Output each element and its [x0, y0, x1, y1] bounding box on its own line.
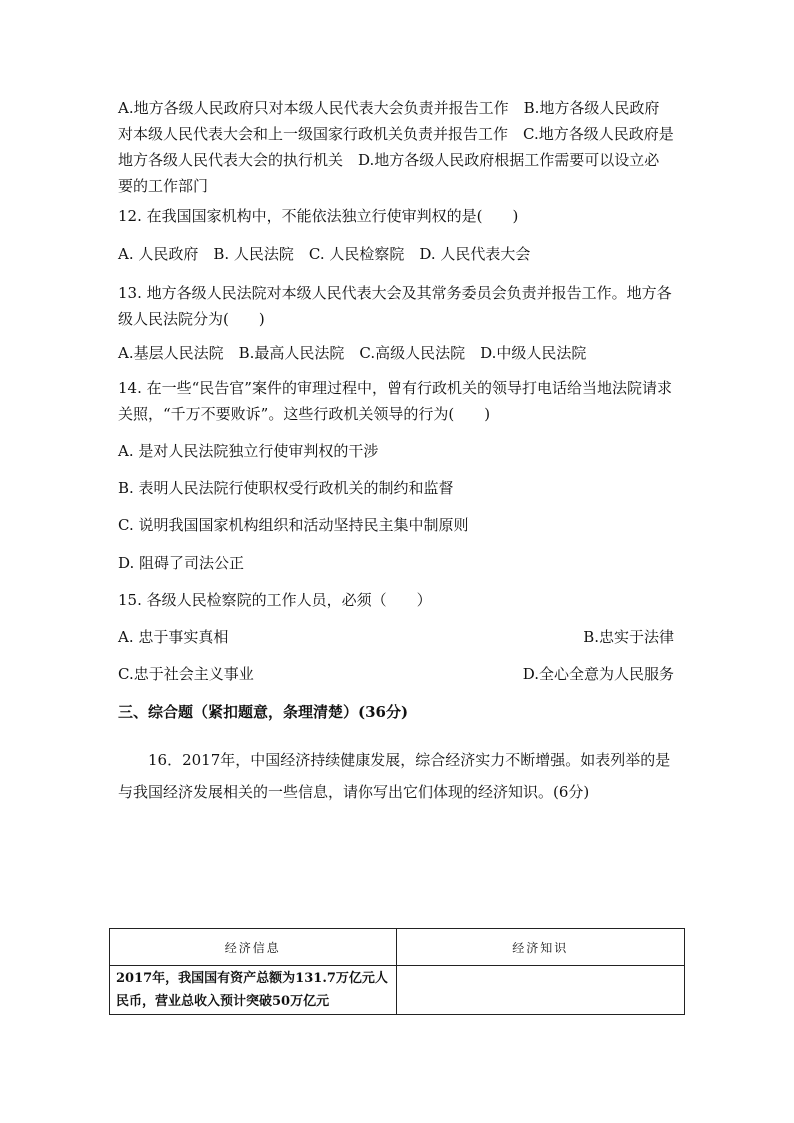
q13-options: A.基层人民法院 B.最高人民法院 C.高级人民法院 D.中级人民法院 [118, 344, 587, 362]
economic-info-table [109, 928, 685, 1015]
q14-option-b: B. 表明人民法院行使职权受行政机关的制约和监督 [118, 479, 454, 497]
q15-options-row-1 [118, 624, 674, 650]
q15-option-c: C.忠于社会主义事业 [118, 665, 254, 683]
q11-options: A.地方各级人民政府只对本级人民代表大会负责并报告工作 B.地方各级人民政府对本级人民代表大会和上一级国家行政机关负责并报告工作 C.地方各级人民政府是地方各级人民代表大会的执行机关 D.地方各级人民政府根据工作需要可以设立必要的工作部门 [118, 99, 674, 195]
q12-options: A. 人民政府 B. 人民法院 C. 人民检察院 D. 人民代表大会 [118, 245, 531, 263]
q12-stem: 12. 在我国国家机构中，不能依法独立行使审判权的是( ) [118, 207, 519, 225]
q13-stem: 13. 地方各级人民法院对本级人民代表大会及其常务委员会负责并报告工作。地方各级人民法院分为( ) [118, 284, 672, 328]
table-cell-info: 2017年，我国国有资产总额为131.7万亿元人民币，营业总收入预计突破50万亿元 [110, 966, 397, 1015]
table-cell-knowledge [396, 966, 684, 1015]
table-header-knowledge: 经济知识 [396, 929, 684, 966]
q15-option-b: B.忠实于法律 [583, 628, 674, 646]
q14-option-c: C. 说明我国国家机构组织和活动坚持民主集中制原则 [118, 516, 469, 534]
section3-heading: 三、综合题（紧扣题意，条理清楚）(36分) [118, 703, 409, 721]
q15-option-d: D.全心全意为人民服务 [522, 665, 674, 683]
q15-option-a: A. 忠于事实真相 [118, 628, 229, 646]
q14-stem: 14. 在一些“民告官”案件的审理过程中，曾有行政机关的领导打电话给当地法院请求关照，“千万不要败诉”。这些行政机关领导的行为( ) [118, 379, 672, 423]
q15-options-row-2 [118, 661, 674, 687]
q14-option-a: A. 是对人民法院独立行使审判权的干涉 [118, 442, 379, 460]
table-row [110, 966, 685, 1015]
q16-text: 16．2017年，中国经济持续健康发展，综合经济实力不断增强。如表列举的是与我国经济发展相关的一些信息，请你写出它们体现的经济知识。(6分) [118, 751, 671, 801]
table-header-row [110, 929, 685, 966]
table-header-info: 经济信息 [110, 929, 397, 966]
q15-stem: 15. 各级人民检察院的工作人员，必须（ ） [118, 591, 432, 609]
q14-option-d: D. 阻碍了司法公正 [118, 554, 245, 572]
